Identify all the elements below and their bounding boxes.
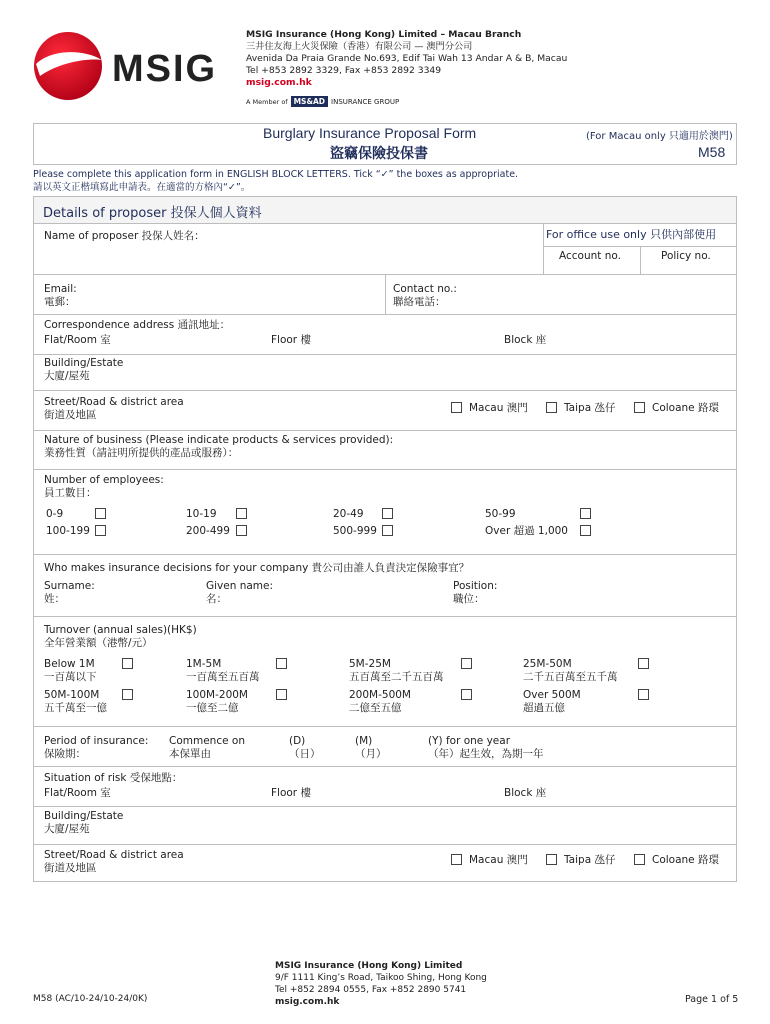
coloane-label: Coloane 路環 [652,854,719,866]
turnover-label [44,624,197,650]
coloane-checkbox[interactable] [634,854,645,865]
month-label-zh: （月） [355,748,387,760]
period-label [44,735,148,761]
form-code: M58 [698,144,726,160]
turnover-option-label [349,658,444,684]
street-label [44,396,184,422]
divider [34,469,736,470]
day-label-zh: （日） [289,748,321,760]
employees-label [44,474,164,500]
turnover-option-zh: 一百萬至五百萬 [186,671,260,683]
email-divider [385,274,386,314]
contact-label [393,283,457,309]
block-label: Block 座 [504,334,547,346]
emp-option-label: 20-49 [333,508,364,520]
footer-tel-fax: Tel +852 2894 0555, Fax +852 2890 5741 [275,985,467,995]
divider [34,390,736,391]
day-label-en: (D) [289,735,306,747]
name-label: Name of proposer 投保人姓名： [44,230,205,242]
floor-label: Floor 樓 [271,787,311,799]
turnover-option-en: Over 500M [523,689,581,701]
surname-label-en: Surname: [44,580,95,592]
turnover-option-en: Below 1M [44,658,95,670]
turnover-option-zh: 一億至二億 [186,702,239,714]
nature-label-zh: 業務性質（請註明所提供的產品或服務）： [44,447,239,459]
company-website-link[interactable]: msig.com.hk [246,77,312,88]
street-label-zh: 街道及地區 [44,862,97,874]
footer-address: 9/F 1111 King’s Road, Taikoo Shing, Hong Kong [275,973,487,983]
year-label-zh: （年）起生效，為期一年 [428,748,544,760]
year-label-en: (Y) for one year [428,735,511,747]
taipa-label: Taipa 氹仔 [564,402,616,414]
turnover-checkbox[interactable] [638,658,649,669]
taipa-checkbox[interactable] [546,854,557,865]
office-use-label: For office use only 只供內部使用 [546,228,717,241]
member-prefix: A Member of [246,97,288,106]
turnover-option-zh: 二千五百萬至五千萬 [523,671,618,683]
account-no-label: Account no. [559,250,621,262]
position-label [453,580,497,606]
emp-option-checkbox[interactable] [95,525,106,536]
turnover-option-en: 1M-5M [186,658,222,670]
member-group: INSURANCE GROUP [331,97,400,106]
turnover-option-label [523,658,618,684]
form-reference: M58 (AC/10-24/10-24/0K) [33,994,148,1004]
day-label [289,735,321,761]
company-name: MSIG Insurance (Hong Kong) Limited – Macau Branch [246,29,522,40]
divider [34,616,736,617]
turnover-option-label [186,658,260,684]
emp-option-label: 50-99 [485,508,516,520]
turnover-option-label [44,689,107,715]
instruction-en: Please complete this application form in ENGLISH BLOCK LETTERS. Tick “✓” the boxes as appropriate. [33,169,519,180]
coloane-checkbox[interactable] [634,402,645,413]
street-label-en: Street/Road & district area [44,396,184,408]
commence-label-zh: 本保單由 [169,748,211,760]
divider [34,806,736,807]
turnover-checkbox[interactable] [122,689,133,700]
street-label-en: Street/Road & district area [44,849,184,861]
given-name-label-en: Given name: [206,580,274,592]
emp-option-checkbox[interactable] [580,508,591,519]
building-label [44,810,123,836]
position-label-en: Position: [453,580,498,592]
office-divider [543,224,544,274]
building-label-zh: 大廈/屋苑 [44,823,90,835]
turnover-label-en: Turnover (annual sales)(HK$) [44,624,197,636]
turnover-checkbox[interactable] [638,689,649,700]
company-info [246,29,567,89]
street-label-zh: 街道及地區 [44,409,97,421]
msad-logo: MS&AD [291,96,328,107]
taipa-checkbox[interactable] [546,402,557,413]
emp-option-checkbox[interactable] [382,525,393,536]
email-label-zh: 電郵： [44,296,76,308]
turnover-option-label [44,658,97,684]
building-label-en: Building/Estate [44,357,124,369]
divider [34,766,736,767]
policy-no-label: Policy no. [661,250,711,262]
turnover-option-en: 25M-50M [523,658,572,670]
emp-option-label: 10-19 [186,508,217,520]
period-label-en: Period of insurance: [44,735,149,747]
company-tel-fax: Tel +853 2892 3329, Fax +853 2892 3349 [246,65,442,76]
divider [34,430,736,431]
turnover-option-en: 5M-25M [349,658,391,670]
building-label-en: Building/Estate [44,810,124,822]
emp-option-checkbox[interactable] [580,525,591,536]
floor-label: Floor 樓 [271,334,311,346]
commence-label [169,735,245,761]
instructions [33,168,518,194]
form-title: Burglary Insurance Proposal Form [263,125,477,141]
contact-label-zh: 聯絡電話： [393,296,446,308]
coloane-label: Coloane 路環 [652,402,719,414]
nature-label-en: Nature of business (Please indicate products & services provided): [44,434,394,446]
emp-option-label: 0-9 [46,508,64,520]
turnover-checkbox[interactable] [276,689,287,700]
form-title-zh: 盜竊保險投保書 [330,146,428,162]
taipa-label: Taipa 氹仔 [564,854,616,866]
turnover-checkbox[interactable] [461,658,472,669]
page-number: Page 1 of 5 [685,994,739,1005]
divider [34,354,736,355]
emp-option-label: Over 超過 1,000 [485,525,568,537]
turnover-option-zh: 五百萬至二千五百萬 [349,671,444,683]
commence-label-en: Commence on [169,735,245,747]
footer-company: MSIG Insurance (Hong Kong) Limited [275,961,463,971]
emp-option-checkbox[interactable] [236,508,247,519]
divider [34,554,736,555]
footer-website-link[interactable]: msig.com.hk [275,997,340,1007]
contact-label-en: Contact no.: [393,283,457,295]
macau-checkbox[interactable] [451,402,462,413]
position-label-zh: 職位： [453,593,485,605]
macau-label: Macau 澳門 [469,854,528,866]
building-label-zh: 大廈/屋苑 [44,370,90,382]
block-label: Block 座 [504,787,547,799]
given-name-label [206,580,273,606]
nature-label [44,434,393,460]
emp-option-label: 100-199 [46,525,90,537]
street-label [44,849,184,875]
turnover-option-label [349,689,411,715]
month-label [355,735,387,761]
turnover-option-zh: 一百萬以下 [44,671,97,683]
emp-option-label: 200-499 [186,525,230,537]
building-label [44,357,123,383]
turnover-option-zh: 二億至五億 [349,702,402,714]
corr-address-label: Correspondence address 通訊地址： [44,319,231,331]
turnover-option-label [523,689,581,715]
member-badge [246,96,399,107]
given-name-label-zh: 名： [206,593,227,605]
emp-option-checkbox[interactable] [236,525,247,536]
surname-label-zh: 姓： [44,593,65,605]
emp-option-label: 500-999 [333,525,377,537]
logo-text: MSIG [112,48,218,90]
section-title: Details of proposer 投保人個人資料 [43,206,262,221]
office-divider [640,246,641,274]
decision-question: Who makes insurance decisions for your company 貴公司由誰人負責決定保險事宜？ [44,562,470,574]
instruction-zh: 請以英文正楷填寫此申請表。在適當的方格內“✓”。 [33,182,251,193]
employees-label-en: Number of employees: [44,474,164,486]
period-label-zh: 保險期： [44,748,86,760]
email-label [44,283,77,309]
email-label-en: Email: [44,283,77,295]
year-label [428,735,544,761]
emp-option-checkbox[interactable] [382,508,393,519]
msig-logo-icon [30,28,106,104]
turnover-checkbox[interactable] [276,658,287,669]
flat-room-label: Flat/Room 室 [44,334,111,346]
turnover-option-zh: 五千萬至一億 [44,702,107,714]
turnover-option-en: 200M-500M [349,689,411,701]
region-note: (For Macau only 只適用於澳門) [586,131,733,142]
turnover-option-label [186,689,248,715]
divider [34,844,736,845]
divider [34,314,736,315]
month-label-en: (M) [355,735,373,747]
company-name-zh: 三井住友海上火災保險（香港）有限公司 — 澳門分公司 [246,41,473,52]
flat-room-label: Flat/Room 室 [44,787,111,799]
divider [34,726,736,727]
situation-label: Situation of risk 受保地點： [44,772,183,784]
macau-label: Macau 澳門 [469,402,528,414]
turnover-checkbox[interactable] [122,658,133,669]
turnover-checkbox[interactable] [461,689,472,700]
turnover-option-en: 100M-200M [186,689,248,701]
emp-option-checkbox[interactable] [95,508,106,519]
turnover-option-en: 50M-100M [44,689,100,701]
company-address: Avenida Da Praia Grande No.693, Edif Tai Wah 13 Andar A & B, Macau [246,53,568,64]
macau-checkbox[interactable] [451,854,462,865]
turnover-label-zh: 全年營業額（港幣/元） [44,637,153,649]
employees-label-zh: 員工數目： [44,487,97,499]
footer-company-info [275,960,487,1008]
turnover-option-zh: 超過五億 [523,702,565,714]
surname-label [44,580,95,606]
